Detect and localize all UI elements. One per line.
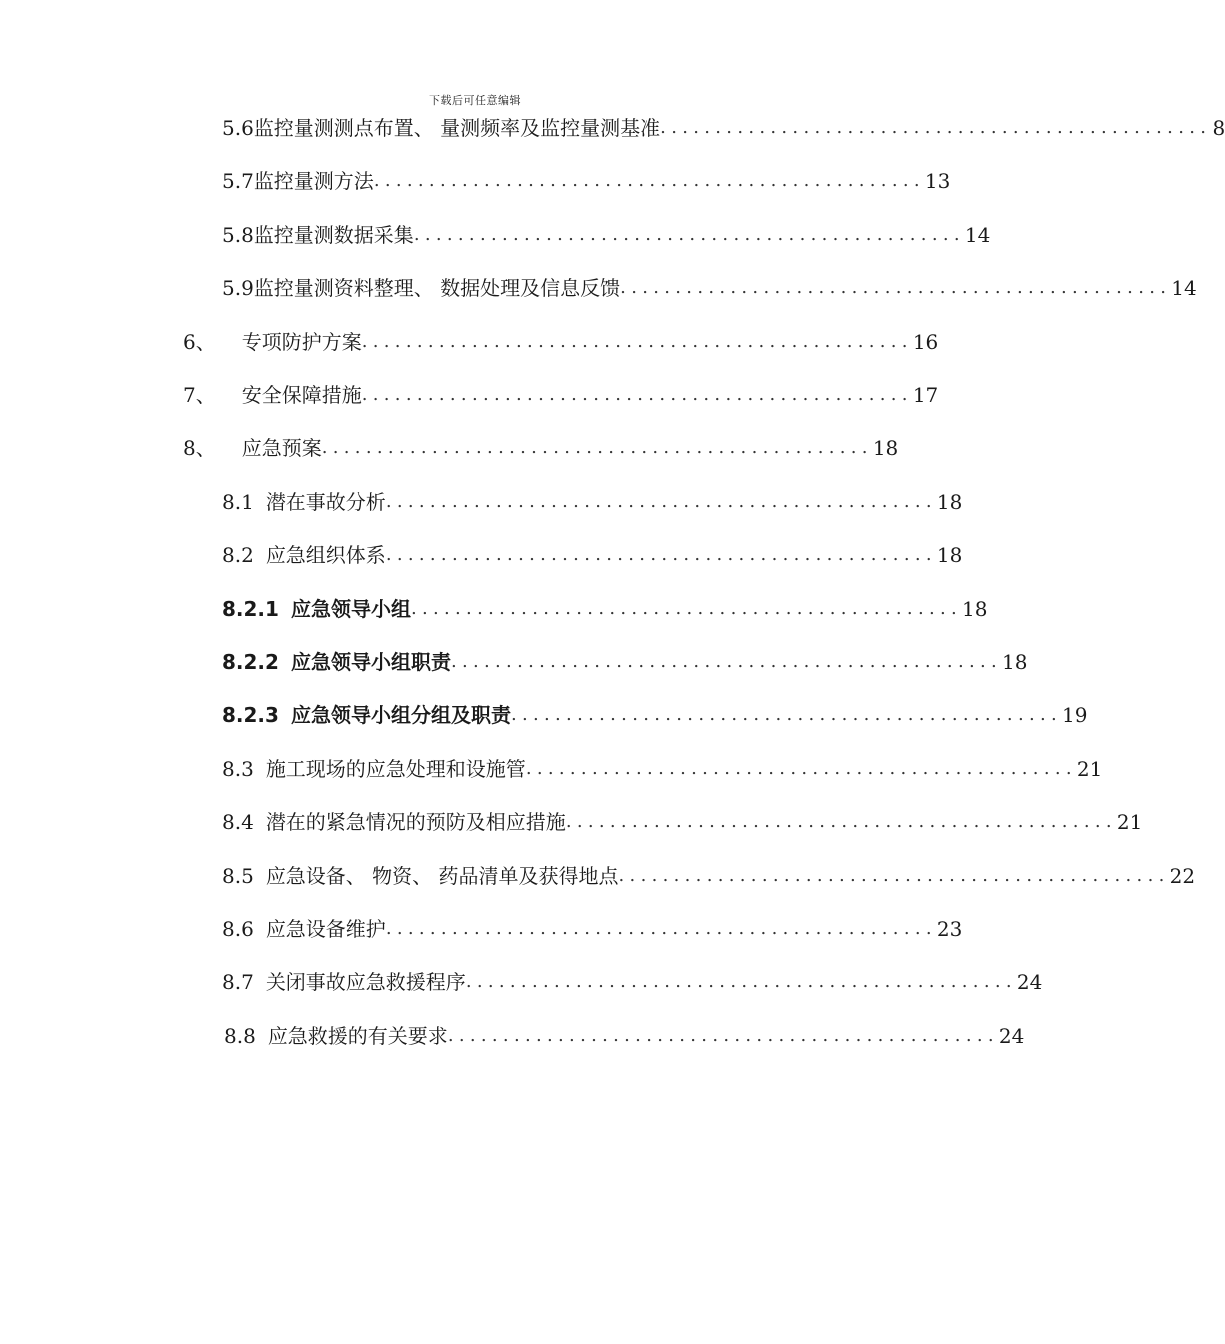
toc-entry[interactable]: [222, 268, 1197, 308]
toc-entry-page: 18: [936, 490, 963, 514]
toc-entry-number: 8.8: [224, 1024, 256, 1048]
toc-entry-title: 应急领导小组: [290, 597, 411, 621]
toc-entry-page: 18: [1002, 650, 1028, 674]
toc-entry[interactable]: [222, 482, 963, 522]
toc-entry-number: 8.2.2: [222, 650, 279, 674]
toc-entry[interactable]: [222, 215, 991, 255]
toc-entry-page: 8: [1212, 116, 1225, 140]
toc-entry[interactable]: [222, 962, 1043, 1002]
toc-entry-title: 关闭事故应急救援程序: [265, 970, 466, 994]
toc-dot-leader: ..................................................: [385, 544, 937, 565]
toc-dot-leader: ..................................................: [618, 865, 1170, 886]
toc-entry-page: 21: [1076, 757, 1103, 781]
toc-entry[interactable]: [183, 322, 939, 362]
toc-entry-page: 16: [912, 330, 939, 354]
toc-entry[interactable]: [222, 535, 963, 575]
toc-dot-leader: ..................................................: [565, 811, 1117, 832]
toc-entry-number: 8.6: [222, 917, 254, 941]
toc-entry-number: 6、: [183, 330, 216, 354]
toc-entry-number: 8、: [183, 436, 216, 460]
toc-dot-leader: ..................................................: [660, 117, 1212, 138]
toc-dot-leader: ..................................................: [410, 598, 963, 619]
toc-entry-page: 18: [872, 436, 899, 460]
toc-entry-page: 24: [1016, 970, 1043, 994]
toc-entry-title: 施工现场的应急处理和设施管: [265, 757, 526, 781]
toc-entry-number: 8.4: [222, 810, 254, 834]
toc-entry-number: 8.3: [222, 757, 254, 781]
toc-entry-title: 监控量测方法: [253, 169, 374, 193]
toc-entry[interactable]: [183, 375, 939, 415]
toc-entry[interactable]: [222, 642, 1028, 682]
toc-entry-title: 监控量测数据采集: [253, 223, 414, 247]
toc-entry-title: 安全保障措施: [241, 383, 362, 407]
toc-entry-title: 应急预案: [241, 436, 322, 460]
toc-entry-title: 监控量测资料整理、 数据处理及信息反馈: [253, 276, 621, 300]
toc-entry-page: 19: [1062, 703, 1088, 727]
toc-entry[interactable]: [222, 589, 988, 629]
toc-entry[interactable]: [224, 1016, 1025, 1056]
toc-entry-number: 8.2: [222, 543, 254, 567]
toc-dot-leader: ..................................................: [361, 331, 913, 352]
toc-entry-number: 5.9: [222, 276, 254, 300]
toc-entry[interactable]: [183, 428, 899, 468]
toc-entry-page: 21: [1116, 810, 1143, 834]
toc-entry[interactable]: [222, 856, 1196, 896]
toc-dot-leader: ..................................................: [620, 277, 1172, 298]
toc-entry-page: 23: [936, 917, 963, 941]
toc-entry-number: 8.1: [222, 490, 254, 514]
toc-dot-leader: ..................................................: [447, 1025, 999, 1046]
toc-entry[interactable]: [222, 161, 951, 201]
toc-entry[interactable]: [222, 749, 1103, 789]
toc-dot-leader: ..................................................: [465, 971, 1017, 992]
toc-entry-page: 14: [964, 223, 991, 247]
toc-entry-number: 5.7: [222, 169, 254, 193]
toc-dot-leader: ..................................................: [450, 651, 1003, 672]
toc-entry[interactable]: [222, 909, 963, 949]
toc-entry-title: 专项防护方案: [241, 330, 362, 354]
toc-entry-title: 监控量测测点布置、 量测频率及监控量测基准: [253, 116, 661, 140]
toc-dot-leader: ..................................................: [321, 437, 873, 458]
toc-entry-number: 5.8: [222, 223, 254, 247]
toc-entry-page: 24: [998, 1024, 1025, 1048]
toc-entry-title: 应急组织体系: [265, 543, 386, 567]
toc-entry-number: 8.2.3: [222, 703, 279, 727]
toc-entry-title: 潜在的紧急情况的预防及相应措施: [265, 810, 566, 834]
toc-entry-page: 18: [936, 543, 963, 567]
toc-entry[interactable]: [222, 108, 1225, 148]
header-note: 下载后可任意编辑: [429, 94, 521, 107]
toc-entry-title: 潜在事故分析: [265, 490, 386, 514]
toc-entry[interactable]: [222, 695, 1088, 735]
toc-entry-number: 8.5: [222, 864, 254, 888]
toc-entry-number: 5.6: [222, 116, 254, 140]
toc-entry-title: 应急救援的有关要求: [267, 1024, 448, 1048]
toc-dot-leader: ..................................................: [385, 491, 937, 512]
toc-entry-page: 22: [1169, 864, 1196, 888]
toc-entry-number: 8.2.1: [222, 597, 279, 621]
toc-entry-page: 14: [1171, 276, 1197, 300]
toc-entry-title: 应急设备、 物资、 药品清单及获得地点: [265, 864, 619, 888]
toc-dot-leader: ..................................................: [525, 758, 1077, 779]
toc-dot-leader: ..................................................: [373, 170, 925, 191]
toc-dot-leader: ..................................................: [510, 704, 1063, 725]
toc-entry-page: 13: [924, 169, 951, 193]
toc-entry-title: 应急领导小组职责: [290, 650, 451, 674]
toc-dot-leader: ..................................................: [361, 384, 913, 405]
toc-entry-page: 17: [912, 383, 939, 407]
toc-entry[interactable]: [222, 802, 1143, 842]
toc-entry-page: 18: [962, 597, 988, 621]
toc-dot-leader: ..................................................: [413, 224, 965, 245]
toc-entry-number: 7、: [183, 383, 216, 407]
toc-entry-number: 8.7: [222, 970, 254, 994]
toc-entry-title: 应急领导小组分组及职责: [290, 703, 511, 727]
toc-dot-leader: ..................................................: [385, 918, 937, 939]
toc-entry-title: 应急设备维护: [265, 917, 386, 941]
